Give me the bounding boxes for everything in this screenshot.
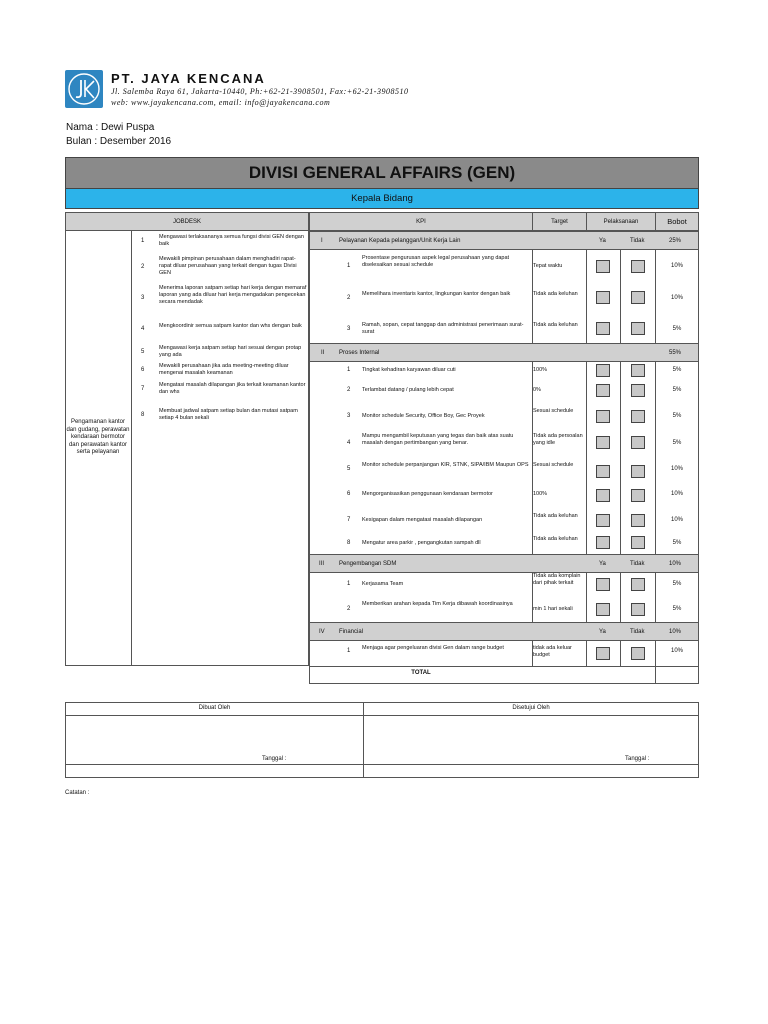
jobdesk-number: 8	[141, 412, 145, 418]
kpi-target: Tidak ada persoalan yang idle	[533, 433, 583, 447]
tidak-checkbox[interactable]	[631, 436, 645, 449]
form-subtitle: Kepala Bidang	[65, 189, 699, 209]
section-bobot: 10%	[669, 629, 682, 635]
jobdesk-summary: Pengamanan kantor dan gudang, perawatan kendaraan bermotor dan perawatan kantor serta pelayanan	[66, 419, 130, 455]
header-jobdesk: JOBDESK	[65, 212, 309, 231]
jobdesk-number: 1	[141, 238, 145, 244]
divider	[620, 231, 621, 666]
kpi-bobot: 5%	[672, 540, 682, 546]
header-pelaksanaan: Pelaksanaan	[586, 212, 656, 231]
ya-checkbox[interactable]	[596, 578, 610, 591]
divider	[363, 703, 364, 777]
employee-name: Nama : Dewi Puspa	[66, 122, 155, 133]
kpi-target: tidak ada keluar budget	[533, 645, 572, 659]
section-tidak: Tidak	[630, 238, 645, 244]
tidak-checkbox[interactable]	[631, 603, 645, 616]
kpi-target: Tidak ada keluhan	[533, 513, 578, 519]
section-ya: Ya	[599, 561, 606, 567]
kpi-target: Tepat waktu	[533, 263, 563, 269]
section-bobot: 25%	[669, 238, 682, 244]
kpi-text: Mampu mengambil keputusan yang tegas dan baik atas suatu masalah dengan pertimbangan yang benar.	[362, 433, 514, 447]
tidak-checkbox[interactable]	[631, 465, 645, 478]
tidak-checkbox[interactable]	[631, 364, 645, 377]
kpi-form	[65, 157, 699, 684]
section-tidak: Tidak	[630, 561, 645, 567]
section-number: II	[321, 350, 325, 356]
section-tidak: Tidak	[630, 629, 645, 635]
kpi-bobot: 5%	[672, 387, 682, 393]
ya-checkbox[interactable]	[596, 384, 610, 397]
ya-checkbox[interactable]	[596, 260, 610, 273]
kpi-target: Sesuai schedule	[533, 408, 574, 414]
kpi-target: 0%	[533, 387, 541, 393]
tidak-checkbox[interactable]	[631, 647, 645, 660]
jobdesk-number: 6	[141, 367, 145, 373]
jobdesk-number: 2	[141, 264, 145, 270]
ya-checkbox[interactable]	[596, 514, 610, 527]
jobdesk-item: Mengatasi masalah dilapangan jika terkait keamanan kantor dan whs	[159, 382, 306, 396]
kpi-text: Mengorganisasikan penggunaan kendaraan bermotor	[362, 491, 493, 497]
kpi-bobot: 5%	[672, 326, 682, 332]
jobdesk-item: Mewakili perusahaan jika ada meeting-meeting diluar mengenai masalah keamanan	[159, 363, 289, 377]
kpi-text: Memelihara inventaris kantor, lingkungan kantor dengan baik	[362, 291, 511, 297]
ya-checkbox[interactable]	[596, 647, 610, 660]
section-name: Financial	[339, 629, 364, 635]
section-bobot: 10%	[669, 561, 682, 567]
kpi-target: Tidak ada keluhan	[533, 322, 578, 328]
made-by-label: Dibuat Oleh	[198, 705, 231, 711]
section-ya: Ya	[599, 629, 606, 635]
tidak-checkbox[interactable]	[631, 291, 645, 304]
kpi-text: Kesigapan dalam mengatasi masalah dilapangan	[362, 517, 483, 523]
jobdesk-item: Menerima laporan satpam setiap hari kerja dengan memaraf laporan yang ada diluar hari kerja mengadakan pengecekan secara mendadak	[159, 285, 307, 306]
header-kpi: KPI	[309, 212, 533, 231]
date-label-right: Tanggal :	[625, 756, 650, 762]
ya-checkbox[interactable]	[596, 436, 610, 449]
kpi-bobot: 5%	[672, 606, 682, 612]
divider	[131, 231, 132, 666]
section-name: Pelayanan Kepada pelanggan/Unit Kerja Lain	[339, 238, 461, 244]
kpi-number: 2	[347, 606, 351, 612]
jobdesk-item: Mengawasi kerja satpam setiap hari sesuai dengan protap yang ada	[159, 345, 302, 359]
kpi-number: 1	[347, 648, 351, 654]
ya-checkbox[interactable]	[596, 410, 610, 423]
signature-box	[65, 702, 699, 778]
kpi-number: 2	[347, 295, 351, 301]
ya-checkbox[interactable]	[596, 489, 610, 502]
jobdesk-item: Mengawasi terlaksananya semua fungsi divisi GEN dengan baik	[159, 234, 304, 248]
ya-checkbox[interactable]	[596, 536, 610, 549]
kpi-text: Ramah, sopan, cepat tanggap dan administrasi penerimaan surat- surat	[362, 322, 524, 336]
kpi-number: 8	[347, 540, 351, 546]
section-number: I	[321, 238, 323, 244]
kpi-target: 100%	[533, 367, 548, 373]
kpi-bobot: 10%	[670, 466, 683, 472]
kpi-text: Memberikan arahan kepada Tim Kerja dibawah koordinasinya	[362, 601, 513, 607]
kpi-bobot: 10%	[670, 295, 683, 301]
tidak-checkbox[interactable]	[631, 514, 645, 527]
kpi-target: Tidak ada keluhan	[533, 291, 578, 297]
header-target: Target	[532, 212, 587, 231]
form-title: DIVISI GENERAL AFFAIRS (GEN)	[65, 157, 699, 189]
kpi-text: Terlambat datang / pulang lebih cepat	[362, 387, 454, 393]
ya-checkbox[interactable]	[596, 291, 610, 304]
ya-checkbox[interactable]	[596, 322, 610, 335]
ya-checkbox[interactable]	[596, 603, 610, 616]
kpi-number: 6	[347, 491, 351, 497]
kpi-number: 1	[347, 367, 351, 373]
company-name: PT. JAYA KENCANA	[111, 71, 266, 86]
tidak-checkbox[interactable]	[631, 536, 645, 549]
kpi-text: Kerjasama Team	[362, 581, 404, 587]
jobdesk-item: Membuat jadwal satpam setiap bulan dan mutasi satpam setiap 4 bulan sekali	[159, 408, 298, 422]
kpi-number: 4	[347, 440, 351, 446]
tidak-checkbox[interactable]	[631, 578, 645, 591]
company-logo	[65, 70, 103, 108]
kpi-number: 1	[347, 581, 351, 587]
jobdesk-item: Mewakili pimpinan perusahaan dalam menghadiri rapat-rapat diluar perusahaan yang terkait dengan tugas Divisi GEN	[159, 256, 297, 277]
kpi-bobot: 5%	[672, 367, 682, 373]
kpi-number: 7	[347, 517, 351, 523]
date-label-left: Tanggal :	[262, 756, 287, 762]
divider	[66, 764, 698, 765]
kpi-bobot: 10%	[670, 263, 683, 269]
jobdesk-number: 7	[141, 386, 145, 392]
divider	[66, 715, 698, 716]
ya-checkbox[interactable]	[596, 364, 610, 377]
kpi-text: Monitor schedule perpanjangan KIR, STNK, SIPA/IBM Maupun OPS	[362, 462, 529, 468]
jobdesk-number: 4	[141, 326, 145, 332]
kpi-number: 5	[347, 466, 351, 472]
jobdesk-number: 5	[141, 349, 145, 355]
kpi-target: Tidak ada komplain dari pihak terkait	[533, 573, 581, 587]
header-bobot: Bobot	[655, 212, 699, 231]
jobdesk-item: Mengkoordinir semua satpam kantor dan whs dengan baik	[159, 323, 302, 329]
kpi-number: 3	[347, 326, 351, 332]
kpi-target: 100%	[533, 491, 548, 497]
ya-checkbox[interactable]	[596, 465, 610, 478]
kpi-text: Menjaga agar pengeluaran divisi Gen dalam range budget	[362, 645, 504, 651]
section-name: Pengembangan SDM	[339, 561, 397, 567]
kpi-bobot: 10%	[670, 517, 683, 523]
tidak-checkbox[interactable]	[631, 410, 645, 423]
kpi-number: 3	[347, 413, 351, 419]
company-address: Jl. Salemba Raya 61, Jakarta-10440, Ph:+62-21-3908501, Fax:+62-21-3908510	[111, 87, 409, 96]
section-bobot: 55%	[669, 350, 682, 356]
total-label: TOTAL	[411, 670, 431, 676]
kpi-text: Tingkat kehadiran karyawan diluar cuti	[362, 367, 456, 373]
kpi-bobot: 5%	[672, 413, 682, 419]
kpi-number: 1	[347, 263, 351, 269]
kpi-target: Tidak ada keluhan	[533, 536, 578, 542]
tidak-checkbox[interactable]	[631, 384, 645, 397]
section-number: III	[319, 561, 325, 567]
approved-by-label: Disetujui Oleh	[512, 705, 550, 711]
section-number: IV	[319, 629, 325, 635]
kpi-text: Mengatur area parkir , pengangkutan sampah dll	[362, 540, 481, 546]
tidak-checkbox[interactable]	[631, 260, 645, 273]
report-month: Bulan : Desember 2016	[66, 136, 172, 147]
jobdesk-number: 3	[141, 295, 145, 301]
kpi-target: Sesuai schedule	[533, 462, 574, 468]
tidak-checkbox[interactable]	[631, 489, 645, 502]
kpi-target: min 1 hari sekali	[533, 606, 573, 612]
kpi-text: Prosentase pengurusan aspek legal perusahaan yang dapat diselesaikan sesuai schedule	[362, 255, 510, 269]
kpi-bobot: 10%	[670, 648, 683, 654]
company-web: web: www.jayakencana.com, email: info@jayakencana.com	[111, 98, 331, 107]
kpi-bobot: 10%	[670, 491, 683, 497]
divider	[309, 666, 699, 667]
kpi-number: 2	[347, 387, 351, 393]
jk-monogram-icon	[65, 70, 103, 108]
notes-label: Catatan :	[65, 790, 90, 796]
kpi-text: Monitor schedule Security, Office Boy, Gec Proyek	[362, 413, 485, 419]
kpi-bobot: 5%	[672, 440, 682, 446]
tidak-checkbox[interactable]	[631, 322, 645, 335]
section-name: Proses Internal	[339, 350, 380, 356]
section-ya: Ya	[599, 238, 606, 244]
kpi-bobot: 5%	[672, 581, 682, 587]
